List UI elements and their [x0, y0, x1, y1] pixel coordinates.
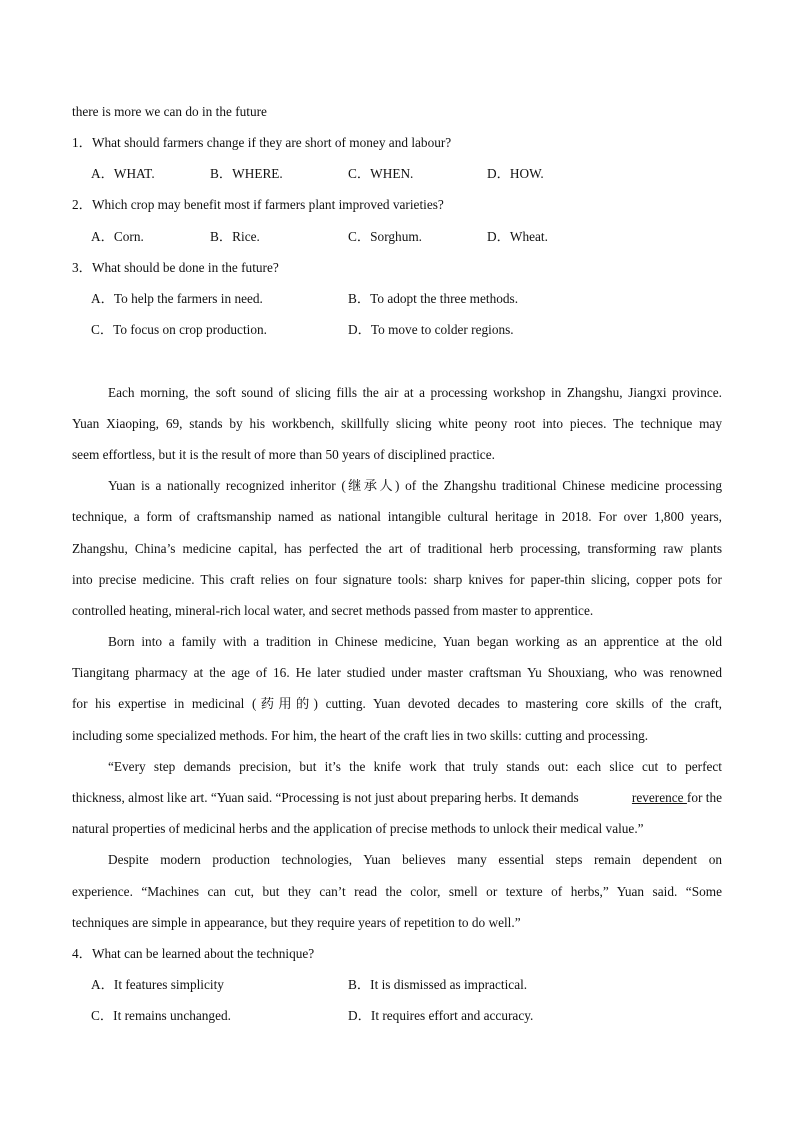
question-4-option-d: D．It requires effort and accuracy.: [348, 1008, 534, 1023]
intro-line: there is more we can do in the future: [72, 104, 267, 119]
question-4-stem: 4．What can be learned about the technique?: [72, 946, 315, 961]
passage-line: experience. “Machines can cut, but they can’t read the color, smell or texture of herbs,” Yuan said. “Some: [72, 884, 722, 899]
passage-line: Yuan is a nationally recognized inheritor (继承人) of the Zhangshu traditional Chinese medicine processing: [108, 478, 722, 493]
passage-line: Yuan Xiaoping, 69, stands by his workbench, skillfully slicing white peony root into pieces. The technique may: [72, 416, 722, 431]
passage-line: for his expertise in medicinal (药用的) cutting. Yuan devoted decades to mastering core skills of the craft,: [72, 696, 722, 711]
passage-line: controlled heating, mineral-rich local water, and secret methods passed from master to apprentice.: [72, 603, 594, 618]
question-1-option-c: C．WHEN.: [348, 166, 414, 181]
passage-text: for the: [686, 790, 722, 805]
passage-text-continued: [632, 789, 722, 807]
passage-line: Born into a family with a tradition in Chinese medicine, Yuan began working as an apprentice at the old: [108, 634, 722, 649]
question-2-stem: 2．Which crop may benefit most if farmers plant improved varieties?: [72, 197, 444, 212]
passage-line: including some specialized methods. For him, the heart of the craft lies in two skills: cutting and processing.: [72, 728, 649, 743]
question-3-stem: 3．What should be done in the future?: [72, 260, 279, 275]
passage-line-with-underline: [72, 789, 722, 807]
question-2-option-d: D．Wheat.: [487, 229, 548, 244]
passage-line: natural properties of medicinal herbs and the application of precise methods to unlock their medical value.”: [72, 821, 644, 836]
question-4-option-b: B．It is dismissed as impractical.: [348, 977, 528, 992]
passage-line: techniques are simple in appearance, but they require years of repetition to do well.”: [72, 915, 521, 930]
passage-line: Tiangitang pharmacy at the age of 16. He later studied under master craftsman Yu Shouxiang, who was renowned: [72, 665, 722, 680]
passage-line: seem effortless, but it is the result of more than 50 years of disciplined practice.: [72, 447, 495, 462]
passage-text: thickness, almost like art. “Yuan said. “Processing is not just about preparing herbs. It demands: [72, 790, 579, 805]
passage-line: “Every step demands precision, but it’s the knife work that truly stands out: each slice cut to perfect: [108, 759, 722, 774]
question-2-option-b: B．Rice.: [210, 229, 260, 244]
question-2-option-a: A．Corn.: [91, 229, 144, 244]
question-2-option-c: C．Sorghum.: [348, 229, 423, 244]
passage-line: Each morning, the soft sound of slicing fills the air at a processing workshop in Zhangshu, Jiangxi province.: [108, 385, 722, 400]
question-4-option-a: A．It features simplicity: [91, 977, 224, 992]
question-3-option-a: A．To help the farmers in need.: [91, 291, 263, 306]
question-1-stem: 1．What should farmers change if they are short of money and labour?: [72, 135, 452, 150]
passage-line: technique, a form of craftsmanship named as national intangible cultural heritage in 2018. For over 1,800 years,: [72, 509, 722, 524]
question-1-option-a: A．WHAT.: [91, 166, 155, 181]
passage-line: into precise medicine. This craft relies on four signature tools: sharp knives for paper-thin slicing, copper pots for: [72, 572, 722, 587]
question-3-option-c: C．To focus on crop production.: [91, 322, 267, 337]
question-4-option-c: C．It remains unchanged.: [91, 1008, 231, 1023]
passage-line: Despite modern production technologies, Yuan believes many essential steps remain dependent on: [108, 852, 722, 867]
question-1-option-b: B．WHERE.: [210, 166, 283, 181]
question-3-option-b: B．To adopt the three methods.: [348, 291, 519, 306]
question-1-option-d: D．HOW.: [487, 166, 544, 181]
underlined-word: reverence: [631, 790, 687, 805]
question-3-option-d: D．To move to colder regions.: [348, 322, 514, 337]
passage-line: Zhangshu, China’s medicine capital, has perfected the art of traditional herb processing, transforming raw plants: [72, 541, 722, 556]
